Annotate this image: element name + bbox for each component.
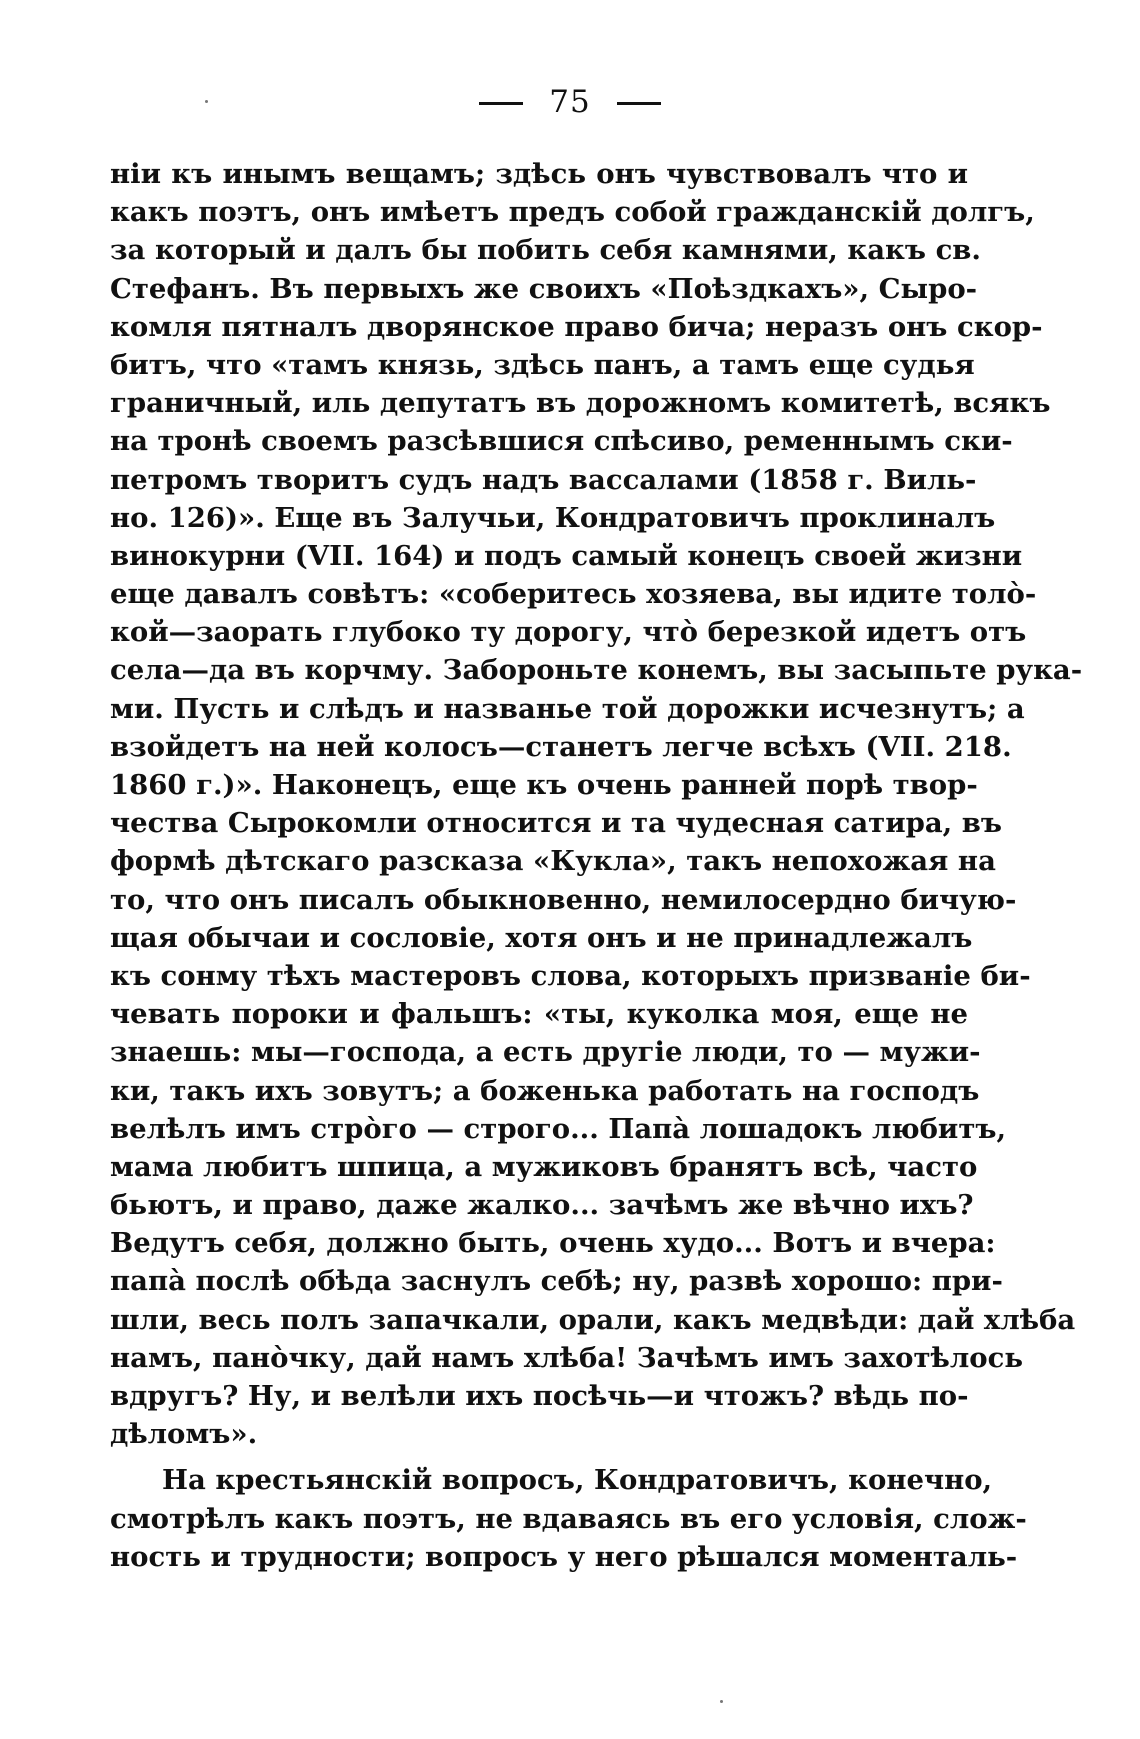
text-line: формѣ дѣтскаго разсказа «Кукла», такъ непохожая на [110, 845, 996, 878]
text-line: ность и трудности; вопросъ у него рѣшался моменталь- [110, 1540, 1018, 1573]
text-line: намъ, пано̀чку, дай намъ хлѣба! Зачѣмъ имъ захотѣлось [110, 1341, 1024, 1374]
text-line: знаешь: мы—господа, а есть другіе люди, то — мужи- [110, 1036, 981, 1069]
text-line: вдругъ? Ну, и велѣли ихъ посѣчь—и чтожъ? вѣдь по- [110, 1380, 969, 1412]
text-line: шли, весь полъ запачкали, орали, какъ медвѣди: дай хлѣба [110, 1303, 1076, 1336]
text-line: щая обычаи и сословіе, хотя онъ и не принадлежалъ [110, 921, 973, 954]
paper-speck [720, 1700, 723, 1703]
text-line: мама любитъ шпица, а мужиковъ бранятъ всѣ, часто [110, 1150, 978, 1183]
text-line: винокурни (VII. 164) и подъ самый конецъ своей жизни [110, 539, 1023, 572]
text-line: граничный, иль депутатъ въ дорожномъ комитетѣ, всякъ [110, 387, 1051, 420]
text-line: Стефанъ. Въ первыхъ же своихъ «Поѣздкахъ», Сыро- [110, 272, 978, 305]
text-line: папа̀ послѣ обѣда заснулъ себѣ; ну, развѣ хорошо: при- [110, 1265, 1003, 1298]
paper-speck [205, 100, 208, 103]
text-line: села—да въ корчму. Забороньте конемъ, вы засыпьте рука- [110, 654, 1083, 687]
text-line: 1860 г.)». Наконецъ, еще къ очень ранней порѣ твор- [110, 769, 978, 801]
text-line: какъ поэтъ, онъ имѣетъ предъ собой гражданскій долгъ, [110, 196, 1035, 229]
page-number: 75 [549, 84, 591, 120]
text-line: на тронѣ своемъ разсѣвшися спѣсиво, ременнымъ ски- [110, 425, 1013, 458]
page-number-header [0, 82, 1140, 122]
text-line: кой—заорать глубоко ту дорогу, что̀ березкой идетъ отъ [110, 616, 1027, 649]
text-line: дѣломъ». [110, 1418, 258, 1451]
text-line: чества Сырокомли относится и та чудесная сатира, въ [110, 807, 1002, 840]
right-dash [617, 102, 661, 105]
text-line: битъ, что «тамъ князь, здѣсь панъ, а тамъ еще судья [110, 348, 975, 381]
text-line: ки, такъ ихъ зовутъ; а боженька работать на господъ [110, 1074, 980, 1107]
body-text [110, 155, 1083, 1576]
text-line: На крестьянскій вопросъ, Кондратовичъ, конечно, [162, 1464, 993, 1497]
text-line: смотрѣлъ какъ поэтъ, не вдаваясь въ его условія, слож- [110, 1502, 1027, 1535]
text-line: чевать пороки и фальшъ: «ты, куколка моя, еще не [110, 998, 968, 1031]
text-line: ми. Пусть и слѣдъ и названье той дорожки исчезнутъ; а [110, 692, 1025, 725]
left-dash [479, 102, 523, 105]
text-line: комля пятналъ дворянское право бича; неразъ онъ скор- [110, 310, 1043, 343]
text-line: взойдетъ на ней колосъ—станетъ легче всѣхъ (VII. 218. [110, 730, 1012, 763]
text-line: петромъ творитъ судъ надъ вассалами (1858 г. Виль- [110, 463, 977, 496]
text-line: ніи къ инымъ вещамъ; здѣсь онъ чувствовалъ что и [110, 158, 968, 190]
text-line: то, что онъ писалъ обыкновенно, немилосердно бичую- [110, 883, 1017, 916]
text-line: еще давалъ совѣтъ: «соберитесь хозяева, вы идите толо̀- [110, 578, 1037, 611]
text-line: велѣлъ имъ стро̀го — строго... Папа̀ лошадокъ любитъ, [110, 1112, 1007, 1145]
text-line: къ сонму тѣхъ мастеровъ слова, которыхъ призваніе би- [110, 959, 1031, 992]
text-line: бьютъ, и право, даже жалко... зачѣмъ же вѣчно ихъ? [110, 1189, 974, 1222]
text-line: Ведутъ себя, должно быть, очень худо... Вотъ и вчера: [110, 1227, 996, 1260]
text-line: но. 126)». Еще въ Залучьи, Кондратовичъ проклиналъ [110, 501, 996, 534]
text-line: за который и далъ бы побить себя камнями, какъ св. [110, 234, 981, 267]
paragraph-1 [110, 155, 1083, 1453]
paragraph-2 [110, 1461, 1027, 1576]
paragraph-gap [110, 1453, 968, 1461]
